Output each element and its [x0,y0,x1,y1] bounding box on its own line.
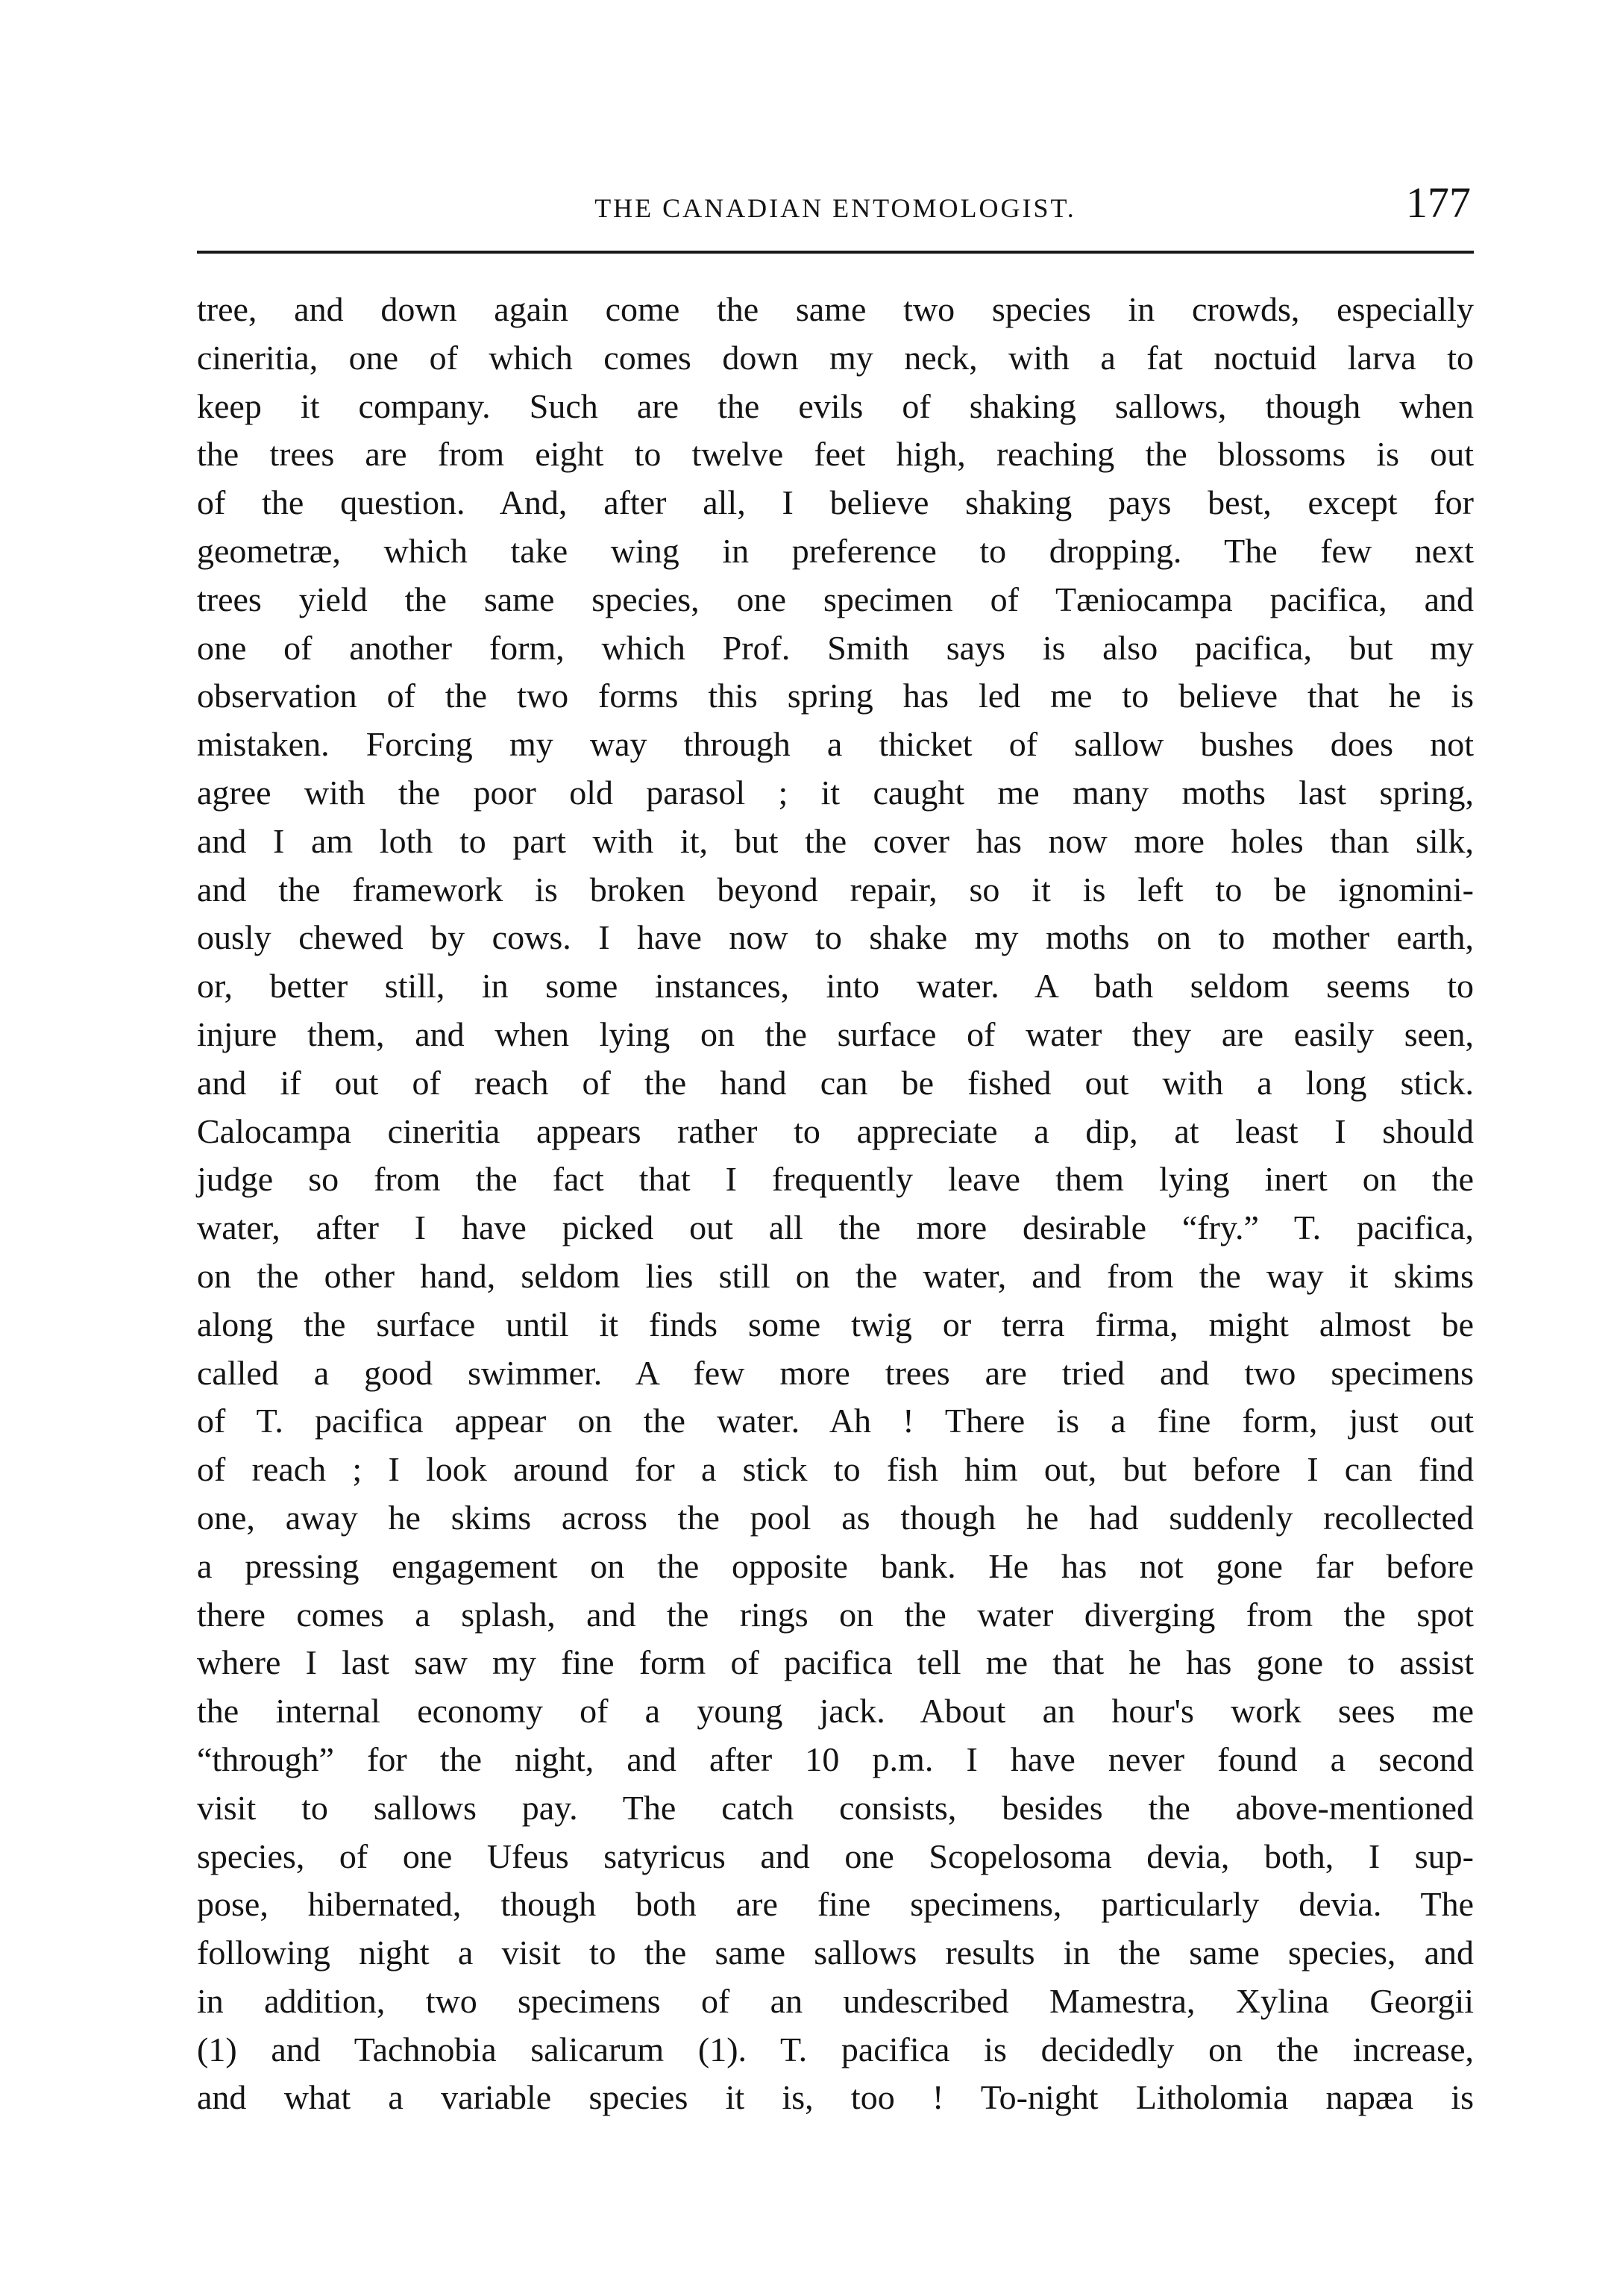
text-line: observation of the two forms this spring has led me to believe that he is [197,677,1474,715]
text-line: there comes a splash, and the rings on the water diverging from the spot [197,1595,1474,1634]
text-line: called a good swimmer. A few more trees are tried and two specimens [197,1353,1474,1392]
text-line: (1) and Tachnobia salicarum (1). T. pacifica is decidedly on the increase, [197,2030,1474,2068]
body-text [197,286,1474,2122]
text-line: the trees are from eight to twelve feet high, reaching the blossoms is out [197,435,1474,474]
text-line: agree with the poor old parasol ; it caught me many moths last spring, [197,773,1474,812]
text-line: one of another form, which Prof. Smith says is also pacifica, but my [197,628,1474,667]
text-line: pose, hibernated, though both are fine specimens, particularly devia. The [197,1885,1474,1924]
text-line: Calocampa cineritia appears rather to appreciate a dip, at least I should [197,1111,1474,1150]
text-line: one, away he skims across the pool as though he had suddenly recollected [197,1498,1474,1537]
text-line: or, better still, in some instances, into water. A bath seldom seems to [197,967,1474,1006]
text-line: following night a visit to the same sallows results in the same species, and [197,1933,1474,1972]
text-line: species, of one Ufeus satyricus and one Scopelosoma devia, both, I sup- [197,1837,1474,1875]
text-line: visit to sallows pay. The catch consists, besides the above-mentioned [197,1788,1474,1827]
text-line: where I last saw my fine form of pacifica tell me that he has gone to assist [197,1643,1474,1682]
text-line: and the framework is broken beyond repair, so it is left to be ignomini- [197,870,1474,909]
text-line: keep it company. Such are the evils of shaking sallows, though when [197,386,1474,425]
text-line: water, after I have picked out all the more desirable “fry.” T. pacifica, [197,1208,1474,1247]
text-line: ously chewed by cows. I have now to shake my moths on to mother earth, [197,918,1474,957]
text-line: trees yield the same species, one specimen of Tæniocampa pacifica, and [197,580,1474,618]
text-line: judge so from the fact that I frequently leave them lying inert on the [197,1160,1474,1199]
text-line: mistaken. Forcing my way through a thicket of sallow bushes does not [197,725,1474,764]
text-line: a pressing engagement on the opposite bank. He has not gone far before [197,1546,1474,1585]
text-line: “through” for the night, and after 10 p.m. I have never found a second [197,1740,1474,1778]
running-title: THE CANADIAN ENTOMOLOGIST. [594,193,1076,223]
header-rule [197,251,1474,254]
text-line: of the question. And, after all, I believe shaking pays best, except for [197,483,1474,522]
text-line: the internal economy of a young jack. About an hour's work sees me [197,1692,1474,1731]
text-line: tree, and down again come the same two species in crowds, especially [197,290,1474,328]
running-head [197,173,1474,233]
text-line: of reach ; I look around for a stick to fish him out, but before I can find [197,1450,1474,1489]
page-number: 177 [1406,178,1471,227]
text-line: geometræ, which take wing in preference to dropping. The few next [197,531,1474,570]
text-line: cineritia, one of which comes down my neck, with a fat noctuid larva to [197,338,1474,377]
text-line: along the surface until it finds some twig or terra firma, might almost be [197,1305,1474,1343]
text-line: of T. pacifica appear on the water. Ah ! There is a fine form, just out [197,1402,1474,1440]
text-line: injure them, and when lying on the surface of water they are easily seen, [197,1014,1474,1053]
text-line: on the other hand, seldom lies still on the water, and from the way it skims [197,1256,1474,1295]
text-line: and what a variable species it is, too ! To-night Litholomia napæa is [197,2078,1474,2117]
text-line: and if out of reach of the hand can be fished out with a long stick. [197,1063,1474,1102]
text-line: in addition, two specimens of an undescribed Mamestra, Xylina Georgii [197,1981,1474,2020]
text-line: and I am loth to part with it, but the cover has now more holes than silk, [197,821,1474,860]
